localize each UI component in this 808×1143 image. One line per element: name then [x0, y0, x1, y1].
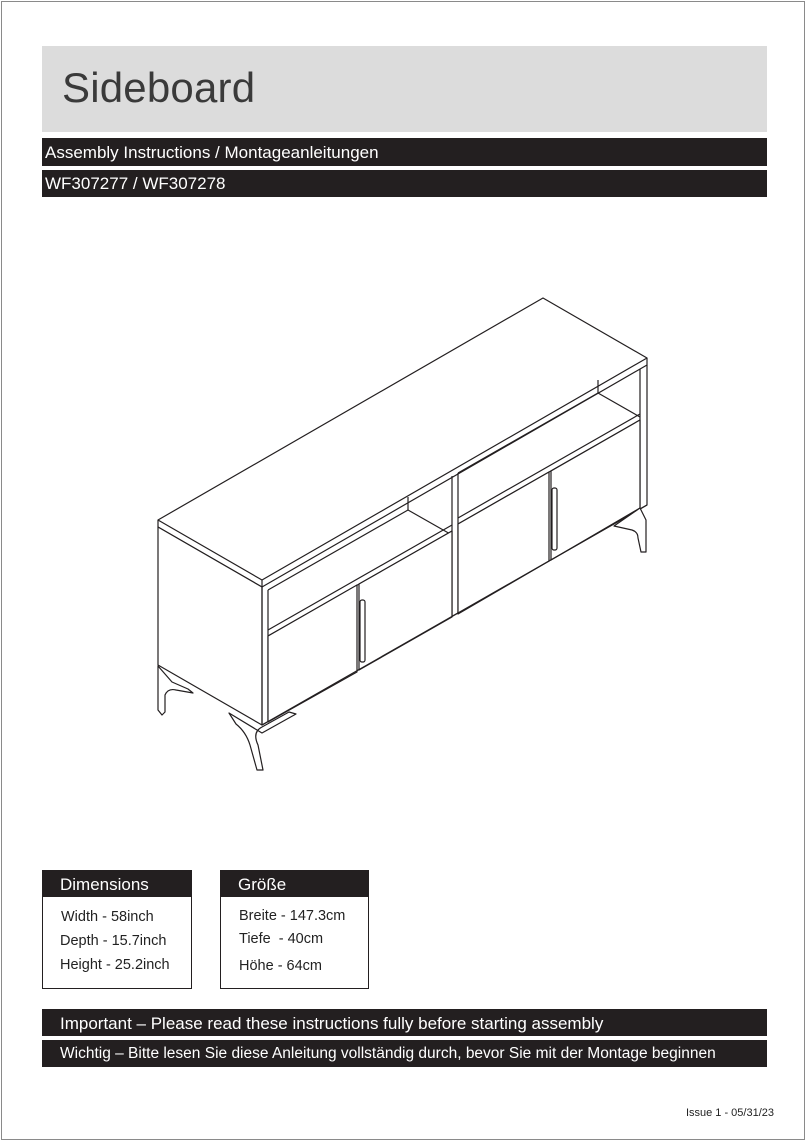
dimensions-box-de: [220, 870, 369, 989]
groesse-heading: Größe: [220, 870, 369, 897]
dimension-depth: Depth - 15.7inch: [60, 933, 167, 949]
important-notice-de: Wichtig – Bitte lesen Sie diese Anleitung vollständig durch, bevor Sie mit der Montage beginnen: [42, 1040, 767, 1067]
door-4: [551, 420, 640, 560]
dimension-hoehe: Höhe - 64cm: [239, 958, 323, 974]
page-title: Sideboard: [62, 64, 256, 111]
dimension-breite: Breite - 147.3cm: [239, 908, 346, 924]
sideboard-illustration: [150, 290, 660, 775]
dimensions-box-en: [42, 870, 192, 989]
title-band: [42, 46, 767, 132]
dimension-width: Width - 58inch: [61, 909, 154, 925]
important-notice-en: Important – Please read these instructions fully before starting assembly: [42, 1009, 767, 1036]
model-number-bar: WF307277 / WF307278: [42, 170, 767, 197]
subtitle-bar: Assembly Instructions / Montageanleitungen: [42, 138, 767, 166]
dimensions-heading: Dimensions: [42, 870, 192, 897]
handle-2: [552, 488, 557, 550]
dimension-tiefe: Tiefe - 40cm: [239, 931, 324, 947]
dimension-height: Height - 25.2inch: [60, 957, 170, 973]
door-1: [268, 585, 357, 722]
issue-label: Issue 1 - 05/31/23: [685, 1107, 774, 1119]
handle-1: [360, 600, 365, 662]
door-3: [458, 472, 549, 614]
